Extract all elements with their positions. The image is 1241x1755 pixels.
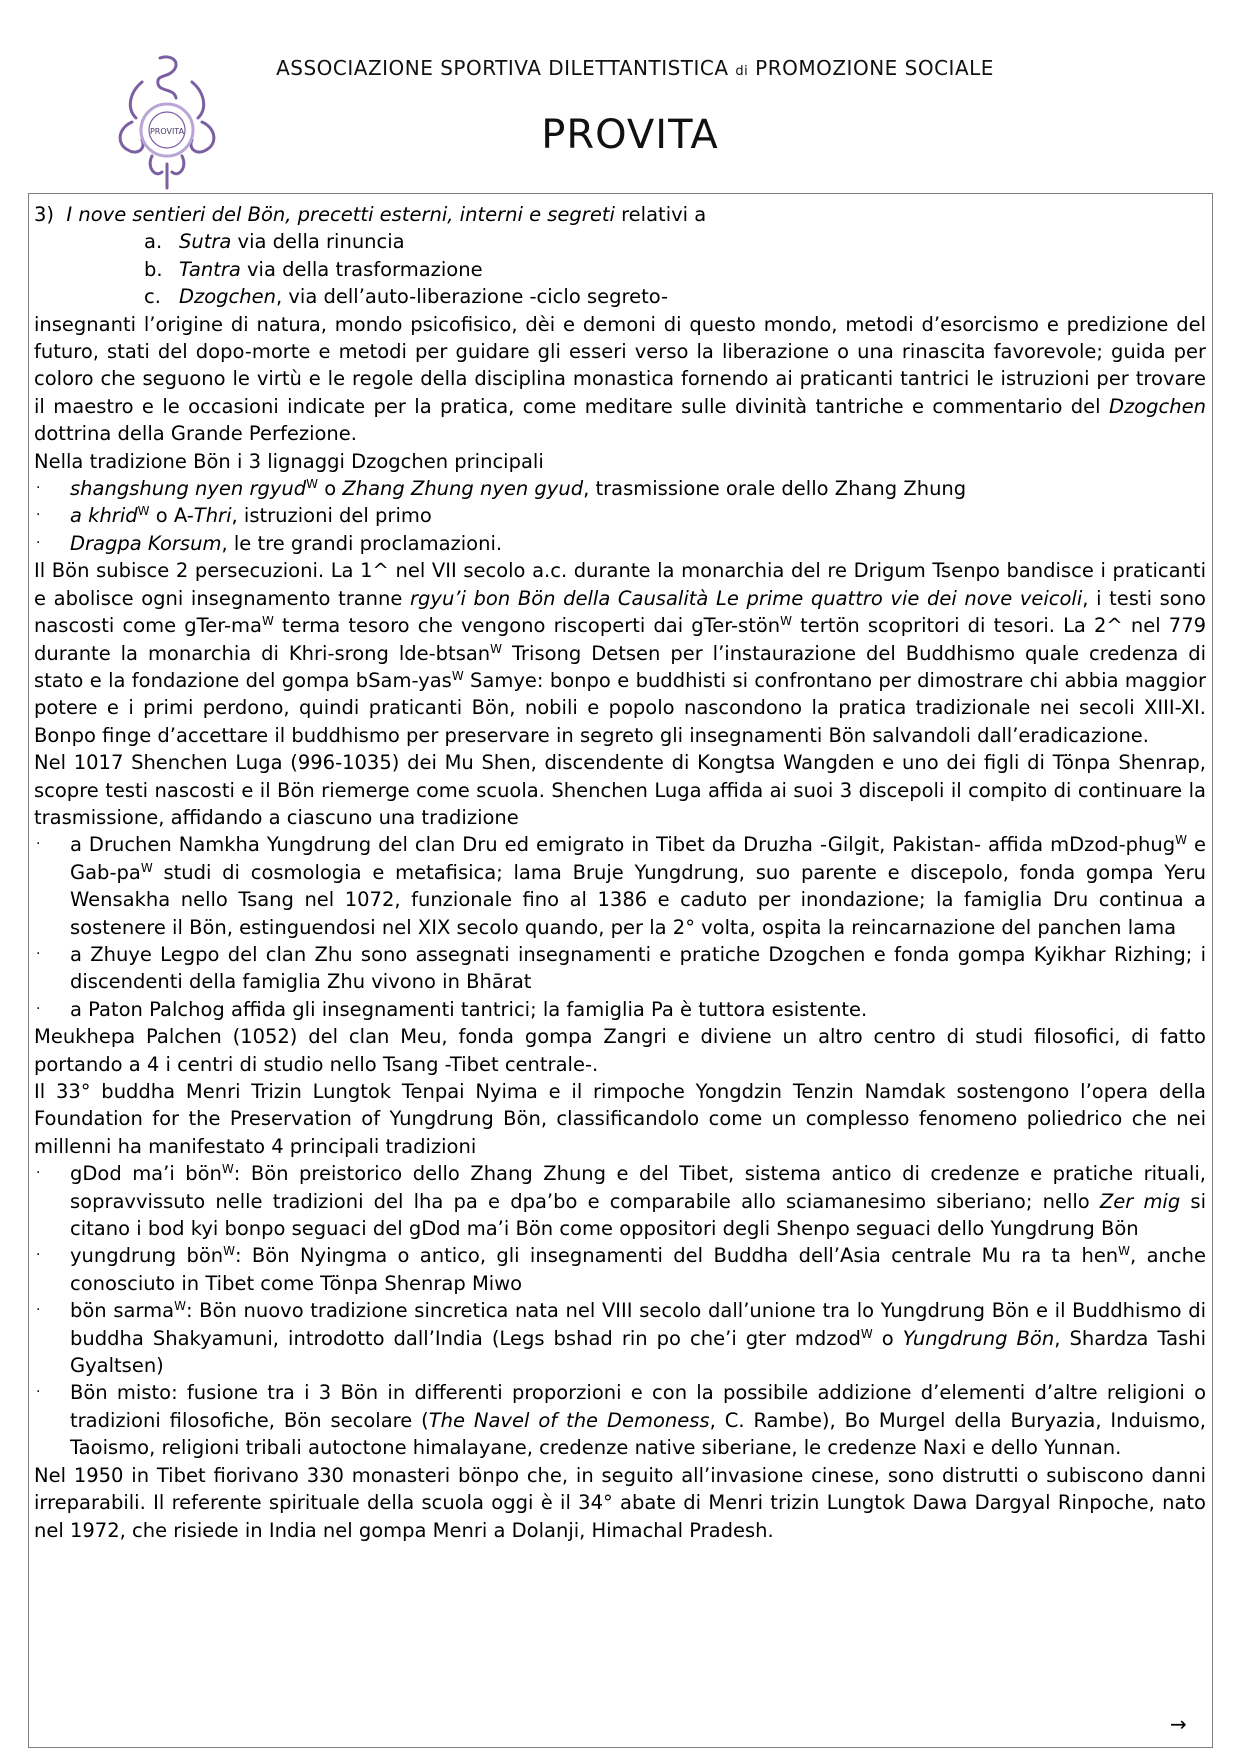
traditions-list: [34, 1160, 1206, 1461]
dragon-logo-icon: [112, 52, 222, 192]
list-item: · Bön misto: fusione tra i 3 Bön in differenti proporzioni e con la possibile addizione d’elementi d’altre religioni o tradizioni filosofiche, Bön secolare (The Navel of the Demoness, C. Rambe), Bo Murgel della Buryazia, Induismo, Taoismo, religioni tribali autoctone himalayane, credenze native siberiane, le credenze Naxi e dello Yunnan.: [36, 1381, 1206, 1460]
final-paragraph: Nel 1950 in Tibet fiorivano 330 monasteri bönpo che, in seguito all’invasione cinese, sono distrutti o subiscono danni irreparabili. Il referente spirituale della scuola oggi è il 34° abate di Menri trizin Lungtok Dawa Dargyal Rinpoche, nato nel 1972, che risiede in India nel gompa Menri a Dolanji, Himachal Pradesh.: [34, 1463, 1206, 1542]
list-item: · a Druchen Namkha Yungdrung del clan Dru ed emigrato in Tibet da Druzha -Gilgit, Pakistan- affida mDzod-phug$^W$ e Gab-$pa^W$ studi di cosmologia e metafisica; lama Bruje Yungdrung, suo parente e discepolo, fonda gompa Yeru Wensakha nello Tsang nel 1072, funzionale fino al 1386 e caduto per inondazione; la famiglia Dru continua a sostenere il Bön, estinguendosi nel XIX secolo quando, per la 2° volta, ospita la reincarnazione del panchen lama: [36, 833, 1206, 939]
section-3-heading: 3) I nove sentieri del Bön, precetti esterni, interni e segreti relativi a: [34, 203, 707, 226]
list-item: · Dragpa Korsum, le tre grandi proclamazioni.: [36, 531, 503, 555]
association-name: ASSOCIAZIONE SPORTIVA DILETTANTISTICA di PROMOZIONE SOCIALE: [276, 56, 994, 80]
next-page-arrow-icon: →: [1170, 1712, 1187, 1736]
document-body: [34, 201, 1206, 1544]
section-3-item-a: a. Sutra via della rinuncia: [144, 230, 405, 254]
list-item: · bön sarma$^W$: Bön nuovo tradizione sincretica nata nel VIII secolo dall’unione tra lo Yungdrung Bön e il Buddhismo di buddha Shakyamuni, introdotto dall’India (Legs bshad rin po che’i gter mdzod$^W$ o Yungdrung Bön, Shardza Tashi Gyaltsen): [36, 1299, 1207, 1378]
lineages-intro: Nella tradizione Bön i 3 lignaggi Dzogchen principali: [34, 449, 544, 473]
list-item: · a khrid$^W$ o A-Thri, istruzioni del primo: [36, 504, 432, 528]
list-item: · yungdrung bön$^W$: Bön Nyingma o antico, gli insegnamenti del Buddha dell’Asia centrale Mu ra ta hen$^W$, anche conosciuto in Tibet come Tönpa Shenrap Miwo: [36, 1244, 1206, 1295]
section-3-item-b: b. Tantra via della trasformazione: [144, 257, 483, 281]
section-3-item-c: c. Dzogchen, via dell’auto-liberazione -ciclo segreto-: [144, 285, 669, 309]
teachings-paragraph: insegnanti l’origine di natura, mondo psicofisico, dèi e demoni di questo mondo, metodi d’esorcismo e predizione del futuro, stati del dopo-morte e metodi per guidare gli esseri verso la liberazione o una rinascita favorevole; guida per coloro che seguono le virtù e le regole della disciplina monastica fornendo ai praticanti tantrici le istruzioni per trovare il maestro e le occasioni indicate per la pratica, come meditare sulle divinità tantriche e commentario del Dzogchen dottrina della Grande Perfezione.: [34, 312, 1206, 446]
list-item: · a Paton Palchog affida gli insegnamenti tantrici; la famiglia Pa è tuttora esistente.: [36, 997, 868, 1021]
traditions-intro: Il 33° buddha Menri Trizin Lungtok Tenpai Nyima e il rimpoche Yongdzin Tenzin Namdak sostengono l’opera della Foundation for the Preservation of Yungdrung Bön, classificandolo come un complesso fenomeno poliedrico che nei millenni ha manifestato 4 principali tradizioni: [34, 1080, 1206, 1158]
brand-title: PROVITA: [541, 112, 719, 158]
meukhepa-paragraph: Meukhepa Palchen (1052) del clan Meu, fonda gompa Zangri e diviene un altro centro di studi filosofici, di fatto portando a 4 i centri di studio nello Tsang -Tibet centrale-.: [34, 1025, 1206, 1076]
page-header: [0, 0, 1241, 195]
shenchen-paragraph: Nel 1017 Shenchen Luga (996-1035) dei Mu Shen, discendente di Kongtsa Wangden e uno dei figli di Tönpa Shenrap, scopre testi nascosti e il Bön riemerge come scuola. Shenchen Luga affida ai suoi 3 discepoli il compito di continuare la trasmissione, affidando a ciascuno una tradizione: [34, 751, 1206, 829]
list-item: · gDod ma’i bön$^W$: Bön preistorico dello Zhang Zhung e del Tibet, sistema antico di credenze e pratiche rituali, sopravvissuto nelle tradizioni del lha pa e dpa’bo e comparabile allo sciamanesimo siberiano; nello Zer mig si citano i bod kyi bonpo seguaci del gDod ma’i Bön come oppositori degli Shenpo seguaci dello Yungdrung Bön: [36, 1162, 1207, 1241]
list-item: · shangshung nyen rgyud$^W$ o Zhang Zhung nyen gyud, trasmissione orale dello Zhang Zhung: [36, 477, 967, 501]
svg-text:PROVITA: PROVITA: [149, 127, 185, 136]
disciples-list: [34, 831, 1206, 1023]
lineages-list: [34, 475, 1206, 557]
list-item: · a Zhuye Legpo del clan Zhu sono assegnati insegnamenti e pratiche Dzogchen e fonda gompa Kyikhar Rizhing; i discendenti della famiglia Zhu vivono in Bhārat: [36, 942, 1206, 994]
persecutions-paragraph: Il Bön subisce 2 persecuzioni. La 1^ nel VII secolo a.c. durante la monarchia del re Drigum Tsenpo bandisce i praticanti e abolisce ogni insegnamento tranne rgyu’i bon Bön della Causalità Le prime quattro vie dei nove veicoli, i testi sono nascosti come gTer-$ma^W$ terma tesoro che vengono riscoperti dai gTer-stön$^W$ tertön scopritori di tesori. La 2^ nel 779 durante la monarchia di Khri-srong lde-btsan$^W$ Trisong Detsen per l’instaurazione del Buddhismo quale credenza di stato e la fondazione del gompa bSam-yas$^W$ Samye: bonpo e buddhisti si confrontano per dimostrare chi abbia maggior potere e i primi perdono, quindi praticanti Bön, nobili e popolo nascondono la pratica tradizionale nei secoli XIII-XI. Bonpo finge d’accettare il buddhismo per preservare in segreto gli insegnamenti Bön salvandoli dall’eradicazione.: [34, 559, 1207, 747]
